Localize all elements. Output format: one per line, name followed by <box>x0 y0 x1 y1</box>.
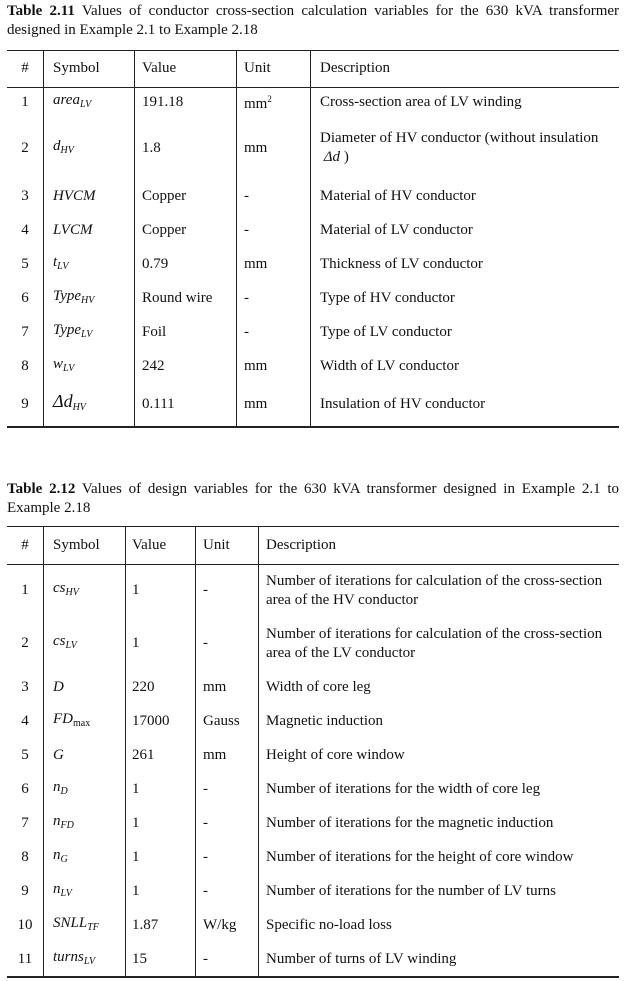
row-number: 7 <box>21 814 29 831</box>
symbol-math <box>53 91 91 114</box>
symbol-subscript: LV <box>63 362 75 374</box>
row-description <box>320 315 612 349</box>
symbol-math <box>53 846 68 869</box>
symbol-math <box>53 355 74 378</box>
row-unit <box>244 315 249 349</box>
unit-main: - <box>244 187 249 204</box>
unit-text <box>203 746 226 765</box>
caption-label: Table 2.11 <box>7 3 75 19</box>
row-number: 5 <box>21 746 29 763</box>
row-description <box>266 874 616 908</box>
description-text <box>320 221 473 240</box>
row-value: 1 <box>132 780 140 797</box>
row-description <box>266 670 616 704</box>
description-text <box>320 395 485 414</box>
unit-main: - <box>203 814 208 831</box>
row-number: 2 <box>21 139 29 156</box>
symbol-math <box>53 710 90 733</box>
symbol-main: G <box>53 746 64 763</box>
unit-main: - <box>203 882 208 899</box>
unit-text <box>244 187 249 206</box>
row-unit <box>203 942 208 976</box>
unit-text <box>244 289 249 308</box>
row-unit <box>203 670 226 704</box>
description-text <box>320 187 476 206</box>
row-description <box>266 908 616 942</box>
row-value: 1 <box>132 635 140 651</box>
description-text <box>320 289 455 308</box>
description-main: Number of iterations for the width of core leg <box>266 780 541 797</box>
row-value: Copper <box>142 221 187 238</box>
row-symbol <box>53 840 68 874</box>
row-description <box>320 247 612 281</box>
symbol-main: n <box>53 880 61 897</box>
unit-text <box>203 882 208 901</box>
symbol-main: w <box>53 355 64 372</box>
symbol-main: Type <box>53 321 82 338</box>
unit-text <box>203 581 208 600</box>
symbol-math <box>53 880 72 903</box>
row-value: 0.79 <box>142 255 169 272</box>
row-unit <box>244 179 249 213</box>
header-num: # <box>21 60 29 76</box>
row-value: 1.8 <box>142 139 161 156</box>
symbol-math <box>53 948 95 971</box>
row-description <box>266 564 616 617</box>
symbol-main: n <box>53 812 61 829</box>
unit-main: mm <box>203 746 227 763</box>
symbol-math <box>53 746 64 765</box>
unit-text <box>244 90 272 114</box>
row-symbol <box>53 349 74 383</box>
description-main: Number of iterations for the number of LV turns <box>266 882 556 899</box>
unit-main: mm <box>244 357 268 374</box>
description-text <box>266 746 405 765</box>
row-value: Copper <box>142 187 187 204</box>
row-number: 9 <box>21 882 29 899</box>
description-main: Material of HV conductor <box>320 187 476 204</box>
row-symbol <box>53 564 79 617</box>
description-text <box>266 916 392 935</box>
symbol-main: n <box>53 778 61 795</box>
unit-text <box>203 950 208 969</box>
symbol-subscript: LV <box>60 887 72 899</box>
description-symbol: Δd <box>323 149 341 165</box>
row-symbol <box>53 117 74 179</box>
row-unit <box>203 564 208 617</box>
description-main: Type of HV conductor <box>320 289 455 306</box>
row-unit <box>203 772 208 806</box>
symbol-math <box>53 778 68 801</box>
symbol-math <box>53 632 77 655</box>
symbol-subscript: FD <box>60 819 74 831</box>
description-main: Number of iterations for calculation of the cross-section area of the LV conductor <box>266 625 603 661</box>
unit-main: - <box>244 221 249 238</box>
row-number: 4 <box>21 712 29 729</box>
row-unit <box>203 908 236 942</box>
row-number: 3 <box>21 187 29 204</box>
row-value: 261 <box>132 746 155 763</box>
unit-main: - <box>203 780 208 797</box>
row-unit <box>203 806 208 840</box>
row-symbol <box>53 247 68 281</box>
symbol-math <box>53 579 79 602</box>
row-description <box>320 87 612 117</box>
table-2-12 <box>7 526 619 978</box>
unit-text <box>203 814 208 833</box>
symbol-math <box>53 392 86 417</box>
unit-main: - <box>203 848 208 865</box>
row-value: 191.18 <box>142 93 184 110</box>
unit-text <box>244 357 267 376</box>
description-text <box>266 678 371 697</box>
row-description <box>266 738 616 772</box>
row-symbol <box>53 908 99 942</box>
row-number: 5 <box>21 255 29 272</box>
unit-main: mm <box>203 678 227 695</box>
description-text <box>320 129 612 167</box>
description-main: Cross-section area of LV winding <box>320 93 522 110</box>
description-main: Width of core leg <box>266 678 371 695</box>
description-text <box>266 882 556 901</box>
unit-main: - <box>203 950 208 967</box>
symbol-main: turns <box>53 948 84 965</box>
row-unit <box>203 617 208 670</box>
description-main: Specific no-load loss <box>266 916 392 933</box>
symbol-math <box>53 678 64 697</box>
symbol-math <box>53 812 74 835</box>
unit-text <box>203 634 208 653</box>
row-unit <box>203 704 240 738</box>
row-number: 4 <box>21 221 29 238</box>
row-description <box>320 281 612 315</box>
row-number: 9 <box>21 396 29 412</box>
caption-label: Table 2.12 <box>7 481 76 497</box>
row-number: 11 <box>17 950 33 967</box>
symbol-subscript: HV <box>65 587 79 598</box>
row-number: 6 <box>21 780 29 797</box>
symbol-subscript: HV <box>72 402 86 413</box>
symbol-subscript: G <box>60 853 68 865</box>
description-main: Number of turns of LV winding <box>266 950 457 967</box>
row-description <box>266 942 616 976</box>
symbol-main: Type <box>53 287 82 304</box>
symbol-main: cs <box>53 633 66 649</box>
description-text <box>266 780 540 799</box>
symbol-main: LVCM <box>53 221 93 238</box>
description-text <box>320 357 459 376</box>
symbol-math <box>53 187 96 206</box>
symbol-main: d <box>53 137 61 154</box>
symbol-main: cs <box>53 580 66 596</box>
row-number: 2 <box>21 635 29 651</box>
row-value: 242 <box>142 357 165 374</box>
row-description <box>320 349 612 383</box>
symbol-math <box>53 321 92 344</box>
row-description <box>266 617 616 670</box>
header-value: Value <box>142 60 177 76</box>
row-unit <box>203 840 208 874</box>
header-symbol: Symbol <box>53 536 100 553</box>
symbol-math <box>53 914 99 937</box>
unit-text <box>203 678 226 697</box>
row-number: 3 <box>21 678 29 695</box>
row-symbol <box>53 87 91 117</box>
header-num: # <box>21 536 29 553</box>
unit-main: W/kg <box>203 916 237 933</box>
symbol-subscript: LV <box>81 328 93 340</box>
symbol-subscript: TF <box>87 921 99 933</box>
unit-main: - <box>244 323 249 340</box>
description-main: Type of LV conductor <box>320 323 452 340</box>
row-description <box>320 179 612 213</box>
row-unit <box>244 349 267 383</box>
unit-text <box>244 221 249 240</box>
description-text <box>320 323 452 342</box>
row-value: Round wire <box>142 289 213 306</box>
symbol-subscript: D <box>60 785 68 797</box>
row-value: 1 <box>132 882 140 899</box>
description-main: Insulation of HV conductor <box>320 396 486 412</box>
symbol-math <box>53 221 92 240</box>
description-main: Number of iterations for the height of core window <box>266 848 574 865</box>
symbol-subscript: max <box>73 717 91 729</box>
description-text <box>266 814 553 833</box>
symbol-main: n <box>53 846 61 863</box>
header-description: Description <box>266 536 336 553</box>
unit-main: mm <box>244 139 268 156</box>
row-symbol <box>53 315 92 349</box>
symbol-main: area <box>53 91 80 108</box>
symbol-main: FD <box>53 710 73 727</box>
row-value: 17000 <box>132 712 170 729</box>
row-symbol <box>53 942 95 976</box>
row-unit <box>244 281 249 315</box>
unit-text <box>203 780 208 799</box>
table-2-12-caption <box>7 480 619 518</box>
row-unit <box>203 738 226 772</box>
symbol-math <box>53 253 68 276</box>
row-number: 8 <box>21 848 29 865</box>
unit-main: - <box>244 289 249 306</box>
unit-text <box>203 848 208 867</box>
row-value: 1 <box>132 848 140 865</box>
unit-main: mm <box>244 396 268 412</box>
symbol-subscript: LV <box>83 955 96 967</box>
row-unit <box>244 213 249 247</box>
row-value: 1 <box>132 814 140 831</box>
symbol-main: HVCM <box>53 187 96 204</box>
row-symbol <box>53 874 72 908</box>
table-2-11 <box>7 50 619 428</box>
row-unit <box>244 383 267 426</box>
row-symbol <box>53 738 64 772</box>
description-text <box>266 848 573 867</box>
unit-main: - <box>203 582 208 598</box>
row-description <box>320 117 612 179</box>
symbol-math <box>53 287 94 310</box>
header-unit: Unit <box>244 60 271 76</box>
row-number: 1 <box>21 582 29 598</box>
caption-text: Values of design variables for the 630 kVA transformer designed in Example 2.1 to Example 2.18 <box>7 481 620 516</box>
header-value: Value <box>132 536 167 553</box>
unit-main: mm <box>244 255 268 272</box>
symbol-subscript: LV <box>57 260 69 272</box>
description-text <box>320 93 522 112</box>
row-description <box>266 840 616 874</box>
description-text <box>320 255 483 274</box>
row-symbol <box>53 772 68 806</box>
row-description <box>266 704 616 738</box>
description-main: Number of iterations for the magnetic induction <box>266 814 554 831</box>
symbol-math <box>53 137 74 160</box>
symbol-subscript: LV <box>79 98 92 110</box>
row-symbol <box>53 806 74 840</box>
row-description <box>266 772 616 806</box>
caption-text: Values of conductor cross-section calculation variables for the 630 kVA transformer designed in Example 2.1 to Example 2.18 <box>7 3 620 38</box>
header-unit: Unit <box>203 536 230 553</box>
symbol-main: Δd <box>53 391 73 411</box>
row-unit <box>244 87 272 117</box>
row-number: 8 <box>21 357 29 374</box>
header-description: Description <box>320 60 390 76</box>
row-description <box>320 213 612 247</box>
unit-text <box>203 712 240 731</box>
row-number: 7 <box>21 323 29 340</box>
symbol-main: t <box>53 253 58 270</box>
description-main: Height of core window <box>266 746 405 763</box>
row-value: 1.87 <box>132 916 159 933</box>
row-symbol <box>53 670 64 704</box>
description-text <box>266 712 383 731</box>
description-main: Magnetic induction <box>266 712 384 729</box>
row-number: 1 <box>21 93 29 110</box>
unit-text <box>244 139 267 158</box>
description-main: Diameter of HV conductor (without insulation <box>320 130 599 146</box>
row-symbol <box>53 617 77 670</box>
row-value: 1 <box>132 582 140 598</box>
unit-main: mm <box>244 96 268 112</box>
unit-text <box>244 395 267 414</box>
description-main: Material of LV conductor <box>320 221 473 238</box>
unit-superscript: 2 <box>267 94 272 104</box>
row-value: 220 <box>132 678 155 695</box>
description-main: Number of iterations for calculation of the cross-section area of the HV conductor <box>266 572 603 608</box>
description-text <box>266 572 616 610</box>
row-unit <box>244 117 267 179</box>
unit-main: Gauss <box>203 712 240 729</box>
symbol-main: D <box>53 678 64 695</box>
unit-text <box>244 323 249 342</box>
symbol-subscript: LV <box>65 640 77 651</box>
header-symbol: Symbol <box>53 60 100 76</box>
row-number: 6 <box>21 289 29 306</box>
row-symbol <box>53 179 96 213</box>
row-symbol <box>53 281 94 315</box>
table-2-11-caption <box>7 2 619 40</box>
row-unit <box>203 874 208 908</box>
unit-text <box>203 916 236 935</box>
row-symbol <box>53 704 90 738</box>
description-text <box>266 625 616 663</box>
description-text <box>266 950 456 969</box>
row-number: 10 <box>17 916 33 933</box>
unit-text <box>244 255 267 274</box>
row-symbol <box>53 383 86 426</box>
row-value: 15 <box>132 950 147 967</box>
description-end: ) <box>343 149 349 165</box>
symbol-subscript: HV <box>81 294 95 306</box>
description-main: Thickness of LV conductor <box>320 255 483 272</box>
row-unit <box>244 247 267 281</box>
row-value: Foil <box>142 323 167 340</box>
row-description <box>320 383 612 426</box>
row-symbol <box>53 213 92 247</box>
unit-main: - <box>203 635 208 651</box>
symbol-subscript: HV <box>60 144 74 156</box>
description-main: Width of LV conductor <box>320 357 459 374</box>
row-description <box>266 806 616 840</box>
symbol-main: SNLL <box>53 914 88 931</box>
row-value: 0.111 <box>142 396 175 412</box>
